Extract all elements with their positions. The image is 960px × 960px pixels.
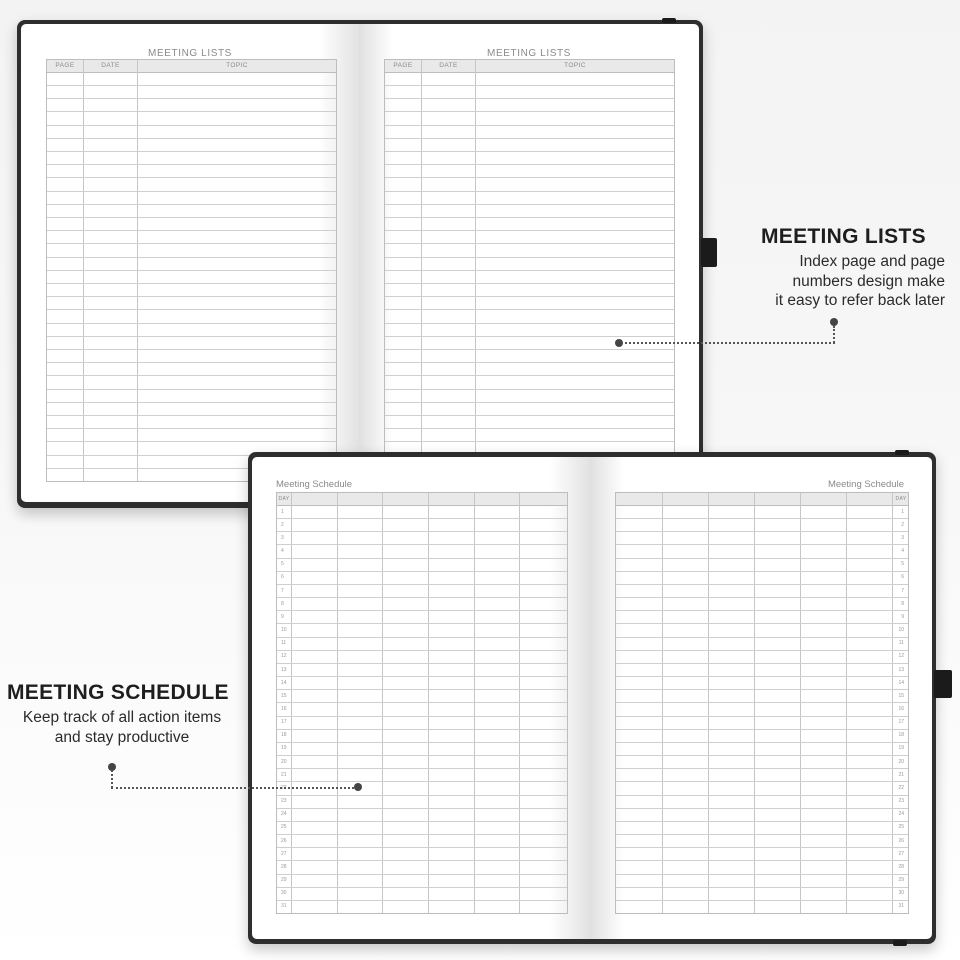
- day-number: 20: [281, 758, 287, 765]
- table-row-line: [277, 795, 567, 796]
- day-number: 30: [898, 890, 904, 897]
- bookmark-ribbon: [662, 18, 676, 23]
- table-row-line: [277, 544, 567, 545]
- day-column-header: DAY: [895, 496, 907, 502]
- callout-leader-line: [620, 342, 835, 344]
- day-number: 20: [898, 758, 904, 765]
- meeting-lists-left-table: [46, 59, 337, 482]
- table-row-line: [277, 637, 567, 638]
- table-row-line: [277, 755, 567, 756]
- meeting-lists-callout-title: MEETING LISTS: [761, 225, 926, 248]
- table-row-line: [277, 781, 567, 782]
- table-row-line: [385, 441, 674, 442]
- day-number: 14: [281, 679, 287, 686]
- table-row-line: [385, 349, 674, 350]
- table-row-line: [616, 874, 908, 875]
- day-number: 9: [281, 613, 284, 620]
- table-row-line: [385, 323, 674, 324]
- day-number: 31: [281, 903, 287, 910]
- table-row-line: [277, 571, 567, 572]
- bookmark-ribbon: [893, 940, 907, 946]
- table-row-line: [47, 257, 336, 258]
- column-header-date: DATE: [439, 62, 458, 69]
- table-row-line: [47, 349, 336, 350]
- table-row-line: [47, 243, 336, 244]
- meeting-lists-left-title: MEETING LISTS: [148, 48, 232, 59]
- table-row-line: [385, 125, 674, 126]
- day-number: 7: [281, 587, 284, 594]
- table-row-line: [47, 204, 336, 205]
- callout-line: numbers design make: [792, 272, 945, 290]
- table-row-line: [385, 177, 674, 178]
- table-header: [47, 60, 336, 73]
- table-row-line: [277, 834, 567, 835]
- day-number: 29: [898, 877, 904, 884]
- table-row-line: [277, 716, 567, 717]
- day-number: 24: [281, 811, 287, 818]
- table-row-line: [47, 362, 336, 363]
- day-number: 5: [901, 561, 904, 568]
- table-row-line: [277, 518, 567, 519]
- day-number: 7: [901, 587, 904, 594]
- meeting-schedule-left-table: [276, 492, 568, 914]
- table-row-line: [47, 191, 336, 192]
- table-row-line: [616, 821, 908, 822]
- table-row-line: [47, 138, 336, 139]
- table-row-line: [616, 571, 908, 572]
- column-header-topic: TOPIC: [226, 62, 248, 69]
- meeting-schedule-callout-text: [0, 708, 244, 747]
- day-number: 15: [281, 692, 287, 699]
- table-row-line: [277, 597, 567, 598]
- column-header-page: PAGE: [55, 62, 75, 69]
- table-row-line: [385, 362, 674, 363]
- day-number: 21: [898, 771, 904, 778]
- table-row-line: [616, 689, 908, 690]
- day-number: 13: [281, 666, 287, 673]
- day-column-header: DAY: [278, 496, 290, 502]
- table-row-line: [277, 702, 567, 703]
- table-row-line: [616, 755, 908, 756]
- day-number: 28: [898, 863, 904, 870]
- table-row-line: [616, 768, 908, 769]
- table-row-line: [385, 85, 674, 86]
- callout-dot: [354, 783, 362, 791]
- table-row-line: [616, 623, 908, 624]
- day-number: 16: [281, 706, 287, 712]
- table-row-line: [277, 860, 567, 861]
- day-number: 13: [898, 666, 904, 673]
- day-number: 3: [281, 534, 284, 541]
- table-row-line: [616, 834, 908, 835]
- meeting-schedule-right-page: [590, 457, 932, 939]
- table-row-line: [47, 402, 336, 403]
- table-row-line: [616, 650, 908, 651]
- table-row-line: [47, 270, 336, 271]
- day-number: 1: [281, 508, 284, 515]
- day-number: 23: [281, 798, 287, 805]
- table-row-line: [47, 98, 336, 99]
- table-row-line: [616, 795, 908, 796]
- day-number: 21: [281, 771, 287, 778]
- day-number: 27: [281, 850, 287, 857]
- table-row-line: [277, 610, 567, 611]
- day-number: 19: [281, 745, 287, 752]
- meeting-schedule-left-page: [252, 457, 590, 939]
- table-row-line: [385, 257, 674, 258]
- table-row-line: [616, 531, 908, 532]
- meeting-schedule-right-title: Meeting Schedule: [827, 479, 904, 490]
- table-row-line: [385, 415, 674, 416]
- day-number: 24: [898, 811, 904, 818]
- meeting-lists-right-title: MEETING LISTS: [487, 48, 571, 59]
- day-number: 14: [898, 679, 904, 686]
- meeting-schedule-left-title: Meeting Schedule: [276, 479, 353, 490]
- table-row-line: [47, 389, 336, 390]
- table-row-line: [47, 296, 336, 297]
- callout-line: and stay productive: [54, 728, 190, 746]
- bookmark-ribbon: [895, 450, 909, 455]
- table-row-line: [277, 663, 567, 664]
- table-row-line: [47, 164, 336, 165]
- table-row-line: [277, 768, 567, 769]
- day-number: 17: [898, 719, 904, 726]
- table-row-line: [47, 309, 336, 310]
- table-row-line: [277, 676, 567, 677]
- day-number: 18: [898, 732, 904, 739]
- table-row-line: [616, 702, 908, 703]
- day-number: 23: [898, 798, 904, 805]
- day-number: 28: [281, 863, 287, 870]
- table-row-line: [385, 336, 674, 337]
- day-number: 31: [898, 903, 904, 910]
- day-number: 11: [898, 640, 904, 647]
- table-row-line: [616, 558, 908, 559]
- table-row-line: [277, 821, 567, 822]
- day-number: 26: [281, 837, 287, 844]
- table-row-line: [277, 650, 567, 651]
- day-number: 8: [901, 600, 904, 607]
- day-number: 30: [281, 890, 287, 897]
- table-row-line: [616, 860, 908, 861]
- table-row-line: [385, 164, 674, 165]
- callout-leader-line: [111, 770, 113, 788]
- table-header: [385, 60, 674, 73]
- table-row-line: [277, 847, 567, 848]
- day-number: 22: [898, 784, 904, 791]
- day-number: 10: [898, 627, 904, 634]
- table-row-line: [277, 900, 567, 901]
- table-row-line: [47, 323, 336, 324]
- table-row-line: [47, 415, 336, 416]
- table-row-line: [616, 847, 908, 848]
- table-row-line: [616, 808, 908, 809]
- table-row-line: [385, 138, 674, 139]
- elastic-band: [701, 238, 717, 267]
- table-row-line: [385, 191, 674, 192]
- day-number: 4: [281, 548, 284, 555]
- table-row-line: [616, 729, 908, 730]
- table-row-line: [385, 217, 674, 218]
- day-number: 19: [898, 745, 904, 752]
- day-number: 1: [901, 508, 904, 515]
- table-row-line: [47, 177, 336, 178]
- table-row-line: [385, 204, 674, 205]
- table-row-line: [47, 125, 336, 126]
- meeting-lists-notebook: [17, 20, 703, 508]
- table-row-line: [385, 230, 674, 231]
- table-row-line: [385, 151, 674, 152]
- day-number: 26: [898, 837, 904, 844]
- table-row-line: [385, 111, 674, 112]
- table-row-line: [385, 283, 674, 284]
- table-row-line: [385, 243, 674, 244]
- table-row-line: [385, 98, 674, 99]
- table-row-line: [616, 900, 908, 901]
- table-row-line: [616, 610, 908, 611]
- table-row-line: [277, 623, 567, 624]
- table-row-line: [385, 375, 674, 376]
- day-number: 22: [281, 784, 287, 791]
- table-row-line: [616, 518, 908, 519]
- day-number: 25: [898, 824, 904, 831]
- day-number: 12: [898, 653, 904, 660]
- table-row-line: [277, 584, 567, 585]
- table-row-line: [47, 441, 336, 442]
- callout-leader-line: [833, 326, 835, 343]
- table-row-line: [47, 151, 336, 152]
- table-row-line: [47, 336, 336, 337]
- table-row-line: [277, 558, 567, 559]
- table-row-line: [277, 729, 567, 730]
- table-row-line: [385, 309, 674, 310]
- column-header-topic: TOPIC: [564, 62, 586, 69]
- callout-dot: [615, 339, 623, 347]
- day-number: 18: [281, 732, 287, 739]
- day-number: 6: [281, 574, 284, 581]
- table-row-line: [616, 742, 908, 743]
- table-row-line: [47, 230, 336, 231]
- table-header: [277, 493, 567, 506]
- day-number: 8: [281, 600, 284, 607]
- callout-line: it easy to refer back later: [775, 292, 945, 309]
- table-row-line: [47, 283, 336, 284]
- day-number: 10: [281, 627, 287, 634]
- table-row-line: [616, 584, 908, 585]
- column-header-page: PAGE: [393, 62, 413, 69]
- table-row-line: [385, 402, 674, 403]
- day-number: 12: [281, 653, 287, 660]
- day-number: 16: [898, 706, 904, 712]
- table-row-line: [616, 597, 908, 598]
- day-number: 29: [281, 877, 287, 884]
- day-number: 2: [901, 521, 904, 528]
- table-row-line: [385, 270, 674, 271]
- meeting-lists-callout-text: [740, 252, 945, 311]
- table-row-line: [277, 808, 567, 809]
- table-row-line: [277, 874, 567, 875]
- day-number: 17: [281, 719, 287, 726]
- callout-line: Index page and page: [799, 253, 945, 270]
- table-row-line: [385, 389, 674, 390]
- meeting-schedule-right-table: [615, 492, 909, 914]
- table-row-line: [616, 676, 908, 677]
- table-header: [616, 493, 908, 506]
- day-number: 5: [281, 561, 284, 568]
- table-row-line: [277, 887, 567, 888]
- callout-line: Keep track of all action items: [22, 709, 222, 726]
- table-row-line: [277, 742, 567, 743]
- table-row-line: [616, 544, 908, 545]
- table-row-line: [47, 217, 336, 218]
- table-row-line: [277, 689, 567, 690]
- table-row-line: [616, 781, 908, 782]
- table-row-line: [616, 663, 908, 664]
- table-row-line: [616, 637, 908, 638]
- day-number: 27: [898, 850, 904, 857]
- meeting-lists-right-table: [384, 59, 675, 482]
- meeting-lists-right-page: [359, 24, 699, 502]
- callout-dot: [830, 318, 838, 326]
- day-number: 9: [901, 613, 904, 620]
- day-number: 4: [901, 548, 904, 555]
- day-number: 11: [281, 640, 287, 647]
- table-row-line: [616, 887, 908, 888]
- elastic-band: [934, 670, 952, 698]
- table-row-line: [47, 85, 336, 86]
- table-row-line: [47, 375, 336, 376]
- table-row-line: [385, 428, 674, 429]
- table-row-line: [385, 296, 674, 297]
- table-row-line: [277, 531, 567, 532]
- table-row-line: [47, 111, 336, 112]
- column-header-date: DATE: [101, 62, 120, 69]
- day-number: 15: [898, 692, 904, 699]
- meeting-schedule-callout-title: MEETING SCHEDULE: [7, 681, 229, 704]
- meeting-schedule-notebook: [248, 452, 936, 944]
- day-number: 6: [901, 574, 904, 581]
- table-row-line: [47, 428, 336, 429]
- day-number: 25: [281, 824, 287, 831]
- day-number: 2: [281, 521, 284, 528]
- day-number: 3: [901, 534, 904, 541]
- table-row-line: [616, 716, 908, 717]
- meeting-lists-left-page: [21, 24, 359, 502]
